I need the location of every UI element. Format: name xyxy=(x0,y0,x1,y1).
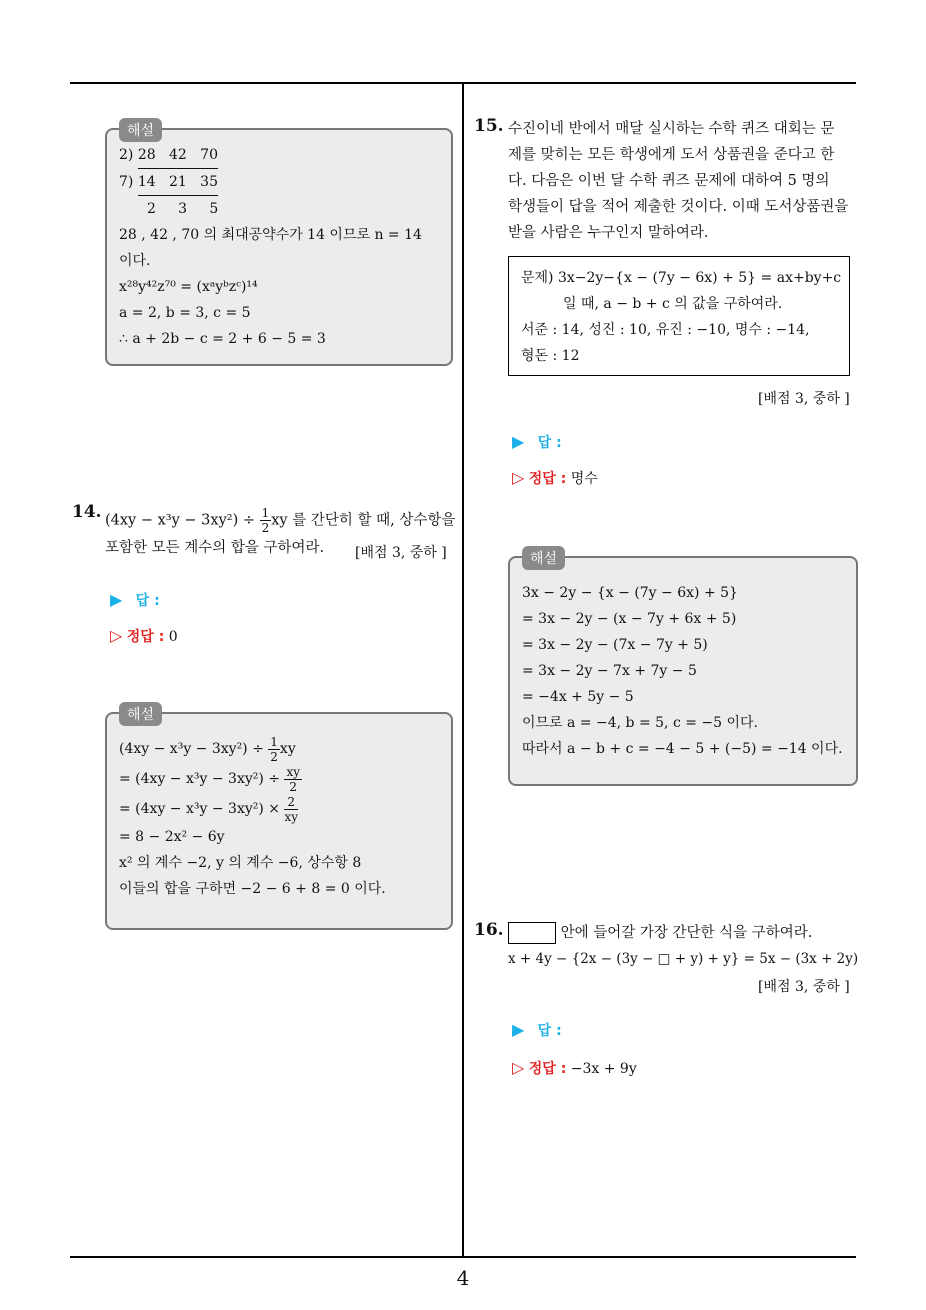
answer-row xyxy=(512,1020,562,1040)
answer-row xyxy=(110,590,160,610)
solution-box-13 xyxy=(105,123,453,366)
answer-label: 답 : xyxy=(135,593,160,609)
division-line-1: 2) 28 42 70 xyxy=(119,142,439,169)
answer-label: 답 : xyxy=(537,1023,562,1039)
solution-box-14 xyxy=(105,707,453,930)
solution-line: = 8 − 2x² − 6y xyxy=(119,829,225,845)
score-label: [배점 3, 중하 ] xyxy=(758,979,850,995)
solution-tag: 해설 xyxy=(522,546,565,570)
correct-answer-row xyxy=(110,626,178,646)
answer-row xyxy=(512,432,562,452)
solution-line: = 3x − 2y − (7x − 7y + 5) xyxy=(522,637,708,653)
play-triangle-icon: ▶ xyxy=(110,590,123,609)
division-line-2: 7) 14 21 35 xyxy=(119,169,439,196)
solution-line: 이들의 합을 구하면 −2 − 6 + 8 = 0 이다. xyxy=(119,881,386,897)
answer-label: 답 : xyxy=(537,435,562,451)
score-label: [배점 3, 중하 ] xyxy=(355,545,447,561)
correct-answer-row xyxy=(512,468,598,488)
problem-line: 문제) 3x−2y−{x − (7y − 6x) + 5} = ax+by+c xyxy=(521,270,842,286)
correct-label: 정답 : xyxy=(528,1061,567,1077)
solution-line: 이므로 a = −4, b = 5, c = −5 이다. xyxy=(522,715,758,731)
solution-line: 3x − 2y − {x − (7y − 6x) + 5} xyxy=(522,585,738,601)
solution-line: = 3x − 2y − (x − 7y + 6x + 5) xyxy=(522,611,737,627)
column-divider xyxy=(462,83,464,1258)
outline-triangle-icon: ▷ xyxy=(110,626,123,645)
problem-line: 서준 : 14, 성진 : 10, 유진 : −10, 명수 : −14, xyxy=(521,322,810,338)
outline-triangle-icon: ▷ xyxy=(512,1058,525,1077)
correct-answer-value: 0 xyxy=(168,629,178,645)
score-label: [배점 3, 중하 ] xyxy=(758,391,850,407)
solution-line: 따라서 a − b + c = −4 − 5 + (−5) = −14 이다. xyxy=(522,741,843,757)
solution-line: = (4xy − x³y − 3xy²) × $\frac{2}{xy}$ xyxy=(119,794,298,824)
solution-text: x²⁸y⁴²z⁷⁰ = (xᵃyᵇzᶜ)¹⁴ xyxy=(119,279,258,295)
page-number: 4 xyxy=(456,1266,470,1290)
solution-box-15 xyxy=(508,551,858,786)
correct-answer-value: −3x + 9y xyxy=(570,1061,637,1077)
correct-label: 정답 : xyxy=(528,471,567,487)
fraction: $\frac{2}{xy}$ xyxy=(284,794,298,824)
solution-line: = (4xy − x³y − 3xy²) ÷ $\frac{xy}{2}$ xyxy=(119,764,300,794)
fraction: $\frac{1}{2}$ xyxy=(261,506,270,535)
question-number-15: 15. xyxy=(474,116,504,136)
solution-text: 28 , 42 , 70 의 최대공약수가 14 이므로 n = 14 xyxy=(119,227,422,243)
play-triangle-icon: ▶ xyxy=(512,1020,525,1039)
solution-text: a = 2, b = 3, c = 5 xyxy=(119,305,251,321)
solution-line: (4xy − x³y − 3xy²) ÷ $\frac{1}{2}$ xy xyxy=(119,734,296,764)
play-triangle-icon: ▶ xyxy=(512,432,525,451)
fraction: $\frac{xy}{2}$ xyxy=(286,764,300,794)
correct-answer-row xyxy=(512,1058,637,1078)
problem-line: 일 때, a − b + c 의 값을 구하여라. xyxy=(563,296,783,312)
question-15-text: 수진이네 반에서 매달 실시하는 수학 퀴즈 대회는 문 제를 맞히는 모든 학생에게 도서 상품권을 준다고 한 다. 다음은 이번 달 수학 퀴즈 문제에 대하여 5 명의 학생들이 답을 적어 제출한 것이다. 이때 도서상품권을 받을 사람은 누구인지 말하여라. xyxy=(508,121,849,241)
problem-box xyxy=(508,256,850,376)
solution-text: 이다. xyxy=(119,253,151,269)
answer-blank-box xyxy=(508,922,556,944)
fraction: $\frac{1}{2}$ xyxy=(270,734,278,764)
solution-line: = 3x − 2y − 7x + 7y − 5 xyxy=(522,663,697,679)
question-number-14: 14. xyxy=(72,502,102,522)
problem-line: 형돈 : 12 xyxy=(521,348,580,364)
division-result: 2 3 5 xyxy=(147,201,219,217)
solution-line: x² 의 계수 −2, y 의 계수 −6, 상수항 8 xyxy=(119,855,362,871)
question-14-text: (4xy − x³y − 3xy²) ÷ $\frac{1}{2}$ xy 를 간단히 할 때, 상수항을 포함한 모든 계수의 합을 구하여라. xyxy=(105,506,456,556)
correct-label: 정답 : xyxy=(126,629,165,645)
outline-triangle-icon: ▷ xyxy=(512,468,525,487)
correct-answer-value: 명수 xyxy=(570,471,598,487)
question-number-16: 16. xyxy=(474,920,504,940)
solution-tag: 해설 xyxy=(119,702,162,726)
solution-text: ∴ a + 2b − c = 2 + 6 − 5 = 3 xyxy=(119,331,326,347)
solution-line: = −4x + 5y − 5 xyxy=(522,689,634,705)
solution-tag: 해설 xyxy=(119,118,162,142)
question-16-text: 안에 들어갈 가장 간단한 식을 구하여라. x + 4y − {2x − (3y − □ + y) + y} = 5x − (3x + 2y) xyxy=(508,920,860,972)
